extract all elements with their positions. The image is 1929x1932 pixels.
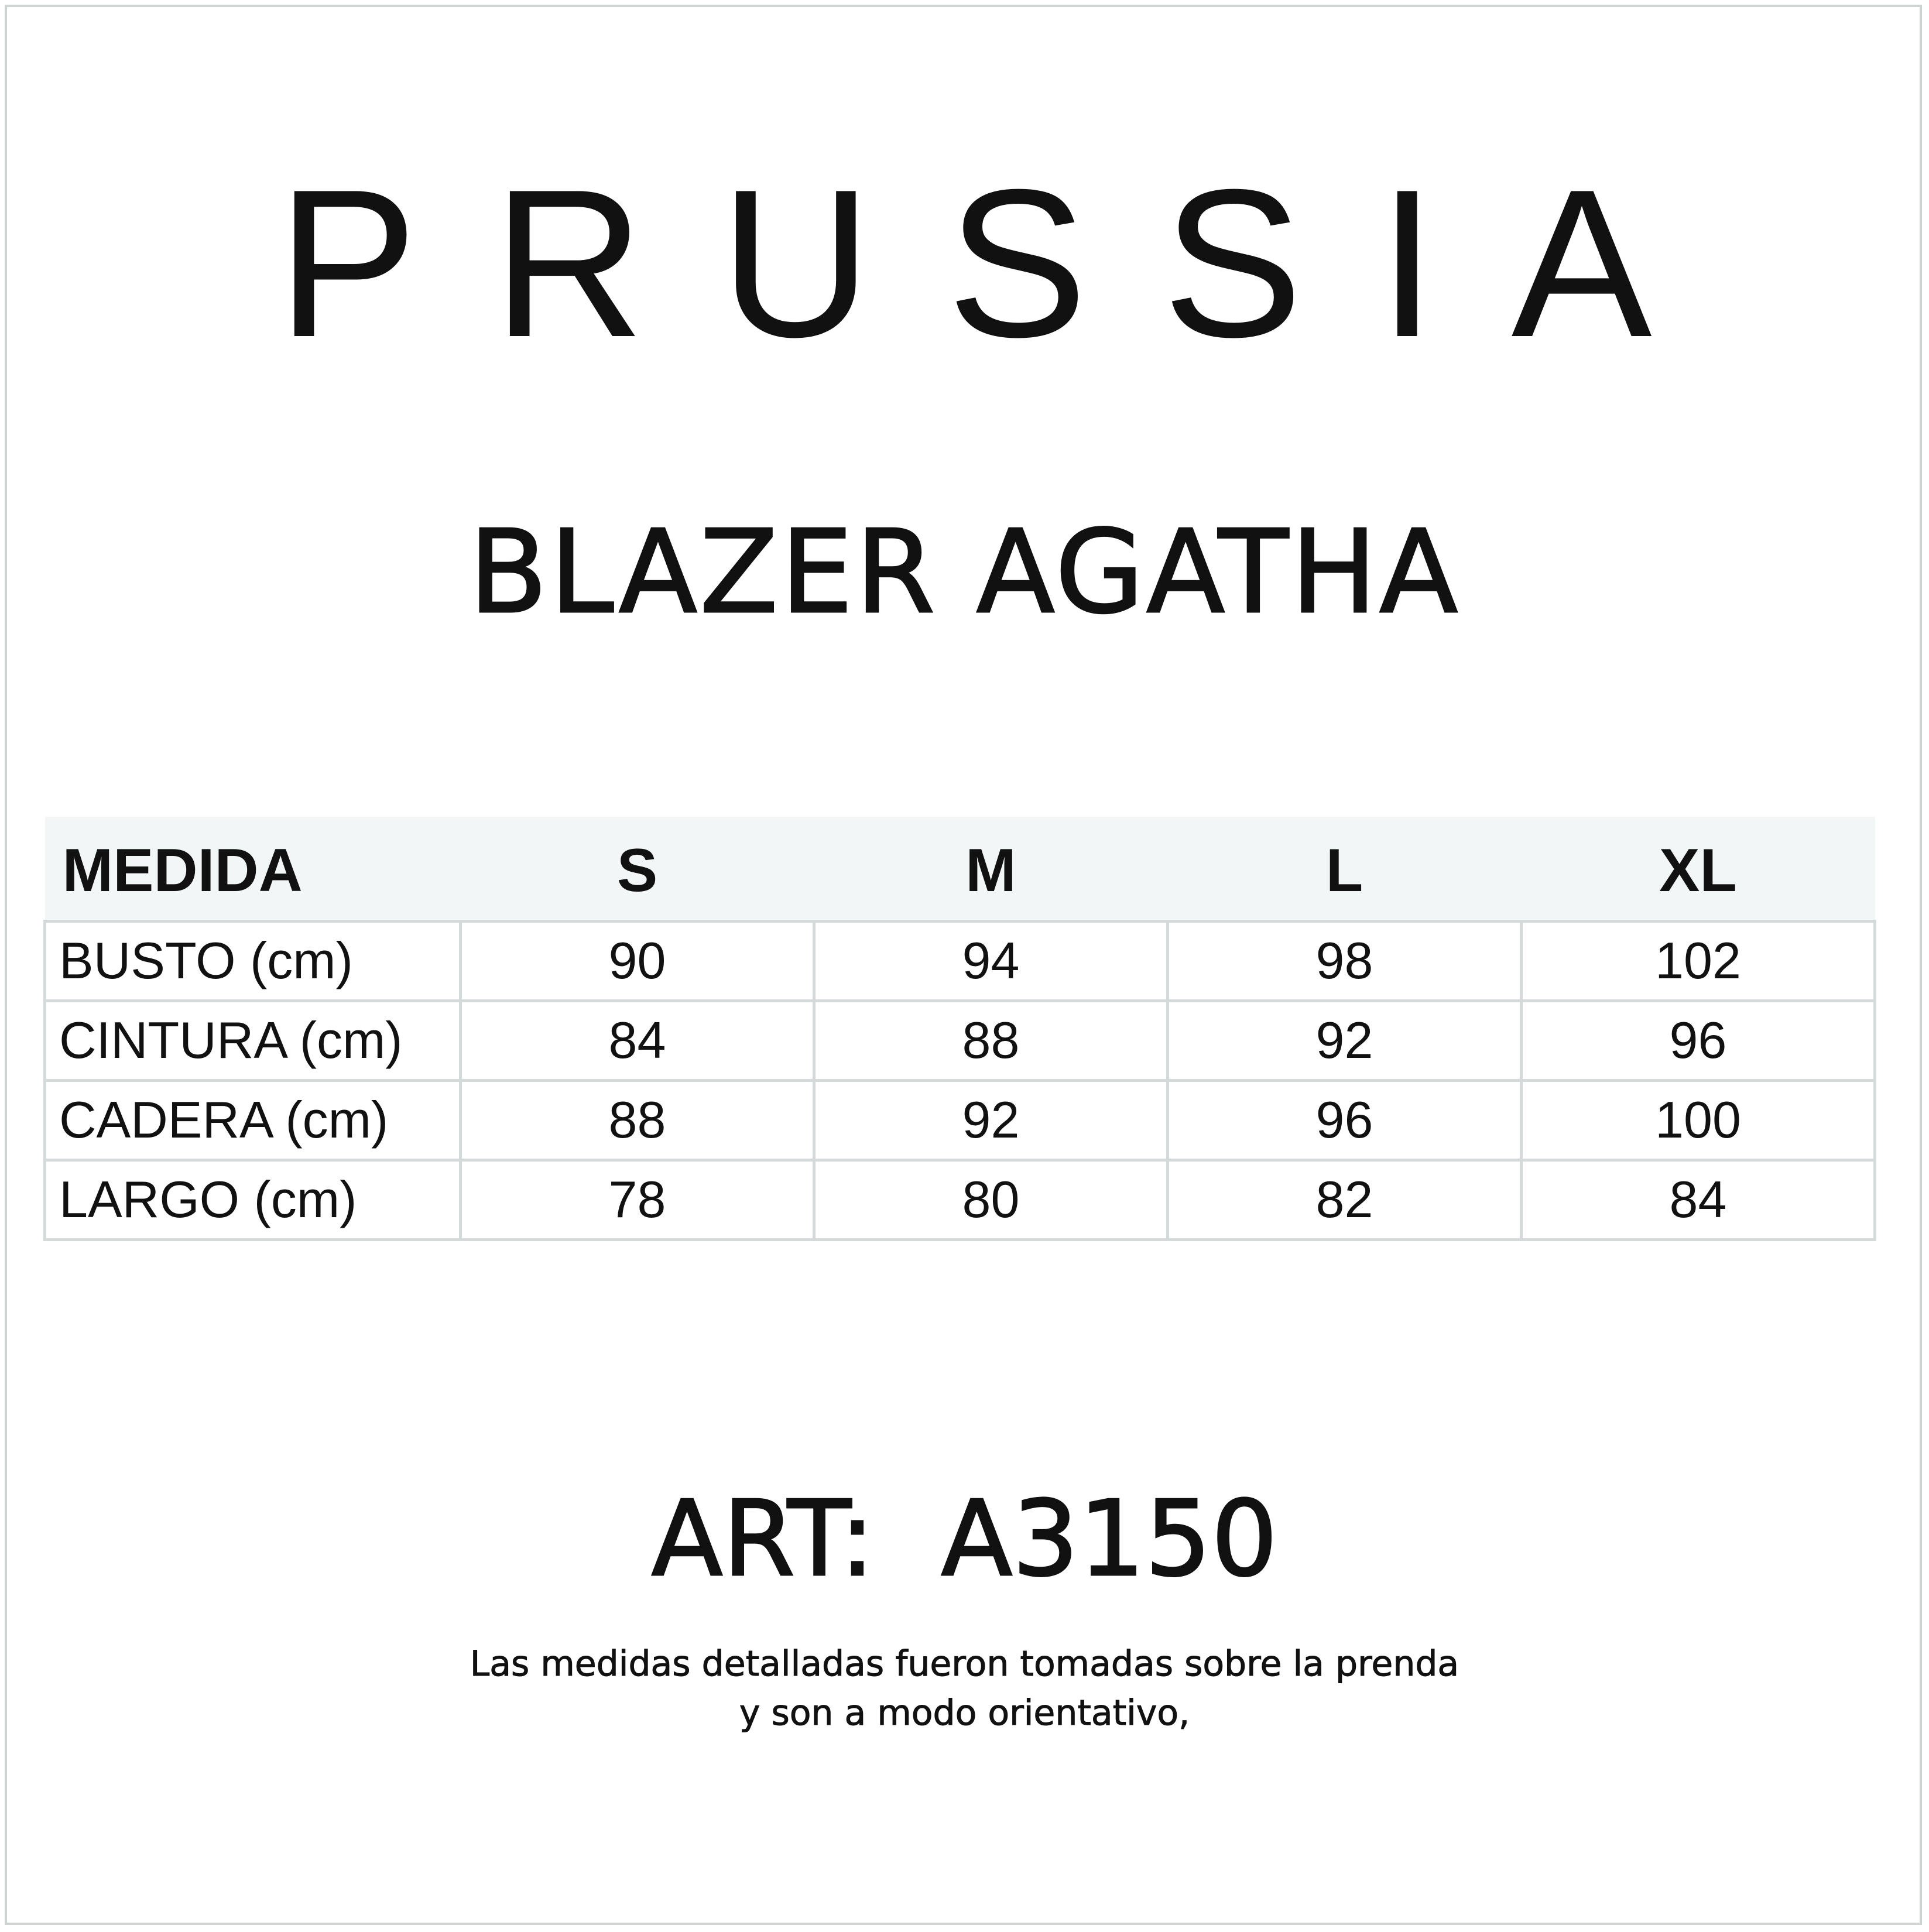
header-size-xl: XL	[1659, 837, 1737, 905]
table-cell: 102	[1522, 921, 1875, 1001]
table-cell: 84	[461, 1001, 814, 1080]
header-size-s: S	[616, 837, 658, 905]
table-cell: 82	[1168, 1160, 1522, 1239]
table-row	[45, 1080, 1875, 1160]
table-cell: 88	[461, 1080, 814, 1160]
note-line-2: y son a modo orientativo,	[739, 1693, 1190, 1734]
measurement-note	[0, 1639, 1929, 1738]
table-cell: 92	[814, 1080, 1168, 1160]
product-title: BLAZER AGATHA	[468, 506, 1461, 639]
table-row	[45, 1001, 1875, 1080]
row-label: LARGO (cm)	[45, 1160, 461, 1239]
brand-logo: PRUSSIA	[277, 146, 1727, 381]
table-row	[45, 1160, 1875, 1239]
article-code: A3150	[941, 1478, 1278, 1599]
table-cell: 84	[1522, 1160, 1875, 1239]
table-cell: 90	[461, 921, 814, 1001]
table-cell: 78	[461, 1160, 814, 1239]
table-cell: 100	[1522, 1080, 1875, 1160]
table-cell: 94	[814, 921, 1168, 1001]
table-row	[45, 921, 1875, 1001]
article-label: ART:	[651, 1478, 875, 1599]
article-number	[0, 1478, 1929, 1599]
size-chart-table	[43, 817, 1876, 1241]
note-line-1: Las medidas detalladas fueron tomadas sobre la prenda	[470, 1643, 1459, 1684]
header-size-l: L	[1325, 837, 1363, 905]
table-cell: 96	[1522, 1001, 1875, 1080]
table-cell: 88	[814, 1001, 1168, 1080]
row-label: CADERA (cm)	[45, 1080, 461, 1160]
table-cell: 98	[1168, 921, 1522, 1001]
table-cell: 92	[1168, 1001, 1522, 1080]
row-label: CINTURA (cm)	[45, 1001, 461, 1080]
table-cell: 80	[814, 1160, 1168, 1239]
size-header-row	[45, 817, 1875, 921]
header-size-m: M	[965, 837, 1016, 905]
header-measure: MEDIDA	[62, 837, 303, 905]
table-cell: 96	[1168, 1080, 1522, 1160]
row-label: BUSTO (cm)	[45, 921, 461, 1001]
